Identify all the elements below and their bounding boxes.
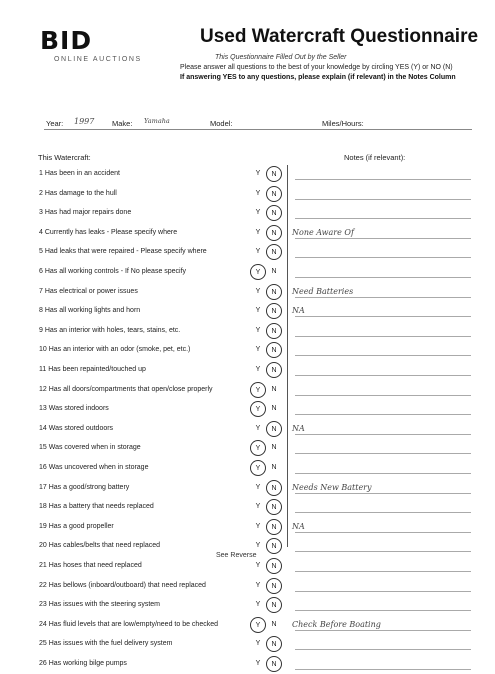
question-row (0, 459, 495, 478)
answer-yes[interactable]: Y (255, 542, 261, 550)
answer-yes[interactable]: Y (250, 460, 266, 476)
answer-no[interactable]: N (266, 205, 282, 221)
answer-no[interactable]: N (266, 323, 282, 339)
question-row (0, 557, 495, 576)
question-text: 22 Has bellows (inboard/outboard) that need replaced (39, 581, 206, 589)
answer-yes[interactable]: Y (255, 660, 261, 667)
question-text: 20 Has cables/belts that need replaced (39, 542, 161, 550)
question-row (0, 322, 495, 341)
page-subtitle: This Questionnaire Filled Out by the Seller (215, 54, 347, 61)
model-label: Model: (210, 119, 233, 128)
miles-label: Miles/Hours: (322, 119, 364, 128)
answer-yes[interactable]: Y (255, 346, 261, 354)
answer-yes[interactable]: Y (255, 189, 261, 197)
notes-line (295, 297, 471, 298)
answer-yes[interactable]: Y (255, 228, 261, 236)
answer-no[interactable]: N (271, 444, 277, 452)
answer-no[interactable]: N (266, 284, 282, 300)
notes-line (295, 277, 471, 278)
answer-yes[interactable]: Y (250, 617, 266, 633)
question-text: 14 Was stored outdoors (39, 424, 114, 432)
answer-no[interactable]: N (266, 558, 282, 574)
question-text: 16 Was uncovered when in storage (39, 464, 149, 471)
question-text: 21 Has hoses that need replaced (39, 562, 142, 569)
question-text: 19 Has a good propeller (39, 522, 114, 530)
note-text[interactable]: Need Batteries (292, 286, 354, 296)
notes-line (295, 218, 471, 219)
question-row (0, 302, 495, 321)
answer-no[interactable]: N (266, 597, 282, 613)
question-row (0, 420, 495, 439)
notes-line (295, 355, 471, 356)
answer-yes[interactable]: Y (255, 287, 261, 295)
instructions-bold: If answering YES to any questions, please explain (if relevant) in the Notes Column (180, 74, 456, 81)
question-row (0, 341, 495, 360)
notes-line (295, 512, 471, 513)
question-text: 24 Has fluid levels that are low/empty/need to be checked (39, 620, 218, 628)
question-text: 9 Has an interior with holes, tears, stains, etc. (39, 326, 181, 334)
notes-line (295, 375, 471, 376)
year-label: Year: (46, 119, 64, 128)
answer-no[interactable]: N (266, 578, 282, 594)
question-row (0, 165, 495, 184)
question-text: 10 Has an interior with an odor (smoke, pet, etc.) (39, 346, 191, 354)
question-text: 7 Has electrical or power issues (39, 287, 138, 295)
question-text: 12 Has all doors/compartments that open/close properly (39, 385, 213, 393)
answer-no[interactable]: N (271, 620, 277, 628)
note-text[interactable]: Needs New Battery (292, 482, 372, 492)
answer-no[interactable]: N (266, 166, 282, 182)
question-row (0, 283, 495, 302)
answer-no[interactable]: N (266, 636, 282, 652)
page-title: Used Watercraft Questionnaire (200, 26, 479, 47)
question-row (0, 439, 495, 458)
question-text: 2 Has damage to the hull (39, 189, 117, 197)
question-row (0, 635, 495, 654)
answer-no[interactable]: N (271, 268, 277, 275)
notes-column-label: Notes (if relevant): (344, 153, 406, 162)
question-text: 13 Was stored indoors (39, 405, 109, 413)
question-row (0, 498, 495, 517)
question-text: 4 Currently has leaks - Please specify where (39, 228, 178, 236)
question-text: 11 Has been repainted/touched up (39, 366, 146, 373)
notes-line (295, 669, 471, 670)
notes-line (295, 434, 471, 435)
year-value[interactable]: 1997 (74, 117, 95, 126)
answer-yes[interactable]: Y (255, 503, 261, 511)
answer-no[interactable]: N (266, 656, 282, 672)
answer-no[interactable]: N (271, 405, 277, 413)
notes-line (295, 316, 471, 317)
notes-line (295, 257, 471, 258)
header-field-line (44, 129, 472, 130)
answer-no[interactable]: N (266, 421, 282, 437)
notes-line (295, 199, 471, 200)
question-text: 6 Has all working controls - If No please specify (39, 268, 187, 275)
notes-line (295, 591, 471, 592)
question-row (0, 204, 495, 223)
question-row (0, 243, 495, 262)
answer-no[interactable]: N (266, 303, 282, 319)
answer-no[interactable]: N (266, 244, 282, 260)
note-text[interactable]: NA (292, 521, 305, 531)
answer-yes[interactable]: Y (255, 248, 261, 256)
answer-no[interactable]: N (266, 480, 282, 496)
answer-yes[interactable]: Y (250, 440, 266, 456)
notes-line (295, 473, 471, 474)
answer-yes[interactable]: Y (250, 401, 266, 417)
logo: BID (40, 26, 93, 55)
question-row (0, 518, 495, 537)
question-row (0, 263, 495, 282)
make-value[interactable]: Yamaha (144, 117, 170, 125)
notes-line (295, 610, 471, 611)
question-row (0, 616, 495, 635)
notes-line (295, 571, 471, 572)
answer-no[interactable]: N (266, 538, 282, 554)
answer-no[interactable]: N (266, 225, 282, 241)
instructions: Please answer all questions to the best of your knowledge by circling YES (Y) or NO (N) (180, 64, 453, 71)
make-label: Make: (112, 119, 133, 128)
question-row (0, 596, 495, 615)
notes-line (295, 551, 471, 552)
answer-no[interactable]: N (271, 385, 277, 393)
notes-line (295, 649, 471, 650)
answer-yes[interactable]: Y (255, 562, 261, 569)
question-text: 25 Has issues with the fuel delivery system (39, 640, 173, 648)
answer-yes[interactable]: Y (255, 581, 261, 589)
notes-line (295, 453, 471, 454)
question-text: 18 Has a battery that needs replaced (39, 503, 154, 511)
question-row (0, 224, 495, 243)
logo-subtitle: ONLINE AUCTIONS (54, 56, 142, 63)
answer-no[interactable]: N (266, 499, 282, 515)
answer-yes[interactable]: Y (255, 326, 261, 334)
question-text: 26 Has working bilge pumps (39, 660, 127, 667)
answer-no[interactable]: N (266, 186, 282, 202)
note-text[interactable]: Check Before Boating (292, 619, 381, 629)
notes-line (295, 493, 471, 494)
question-row (0, 381, 495, 400)
question-text: 23 Has issues with the steering system (39, 601, 160, 609)
question-text: 1 Has been in an accident (39, 170, 120, 177)
question-row (0, 479, 495, 498)
answer-no[interactable]: N (266, 519, 282, 535)
answer-yes[interactable]: Y (255, 522, 261, 530)
notes-line (295, 179, 471, 180)
answer-yes[interactable]: Y (255, 366, 261, 373)
notes-line (295, 238, 471, 239)
question-row (0, 185, 495, 204)
answer-yes[interactable]: Y (255, 424, 261, 432)
answer-no[interactable]: N (266, 342, 282, 358)
notes-line (295, 532, 471, 533)
question-text: 5 Had leaks that were repaired - Please specify where (39, 248, 207, 256)
note-text[interactable]: NA (292, 306, 305, 316)
question-text: 15 Was covered when in storage (39, 444, 141, 452)
note-text[interactable]: NA (292, 423, 305, 433)
answer-yes[interactable]: Y (255, 307, 261, 315)
answer-yes[interactable]: Y (255, 170, 261, 177)
answer-yes[interactable]: Y (250, 264, 266, 280)
question-text: 3 Has had major repairs done (39, 209, 132, 217)
answer-yes[interactable]: Y (255, 483, 261, 491)
answer-yes[interactable]: Y (255, 601, 261, 609)
question-text: 17 Has a good/strong battery (39, 483, 130, 491)
answer-no[interactable]: N (271, 464, 277, 471)
footer-note: See Reverse (216, 552, 257, 559)
notes-line (295, 336, 471, 337)
question-row (0, 655, 495, 674)
note-text[interactable]: None Aware Of (292, 227, 354, 237)
question-row (0, 577, 495, 596)
notes-line (295, 395, 471, 396)
answer-no[interactable]: N (266, 362, 282, 378)
question-row (0, 400, 495, 419)
notes-line (295, 630, 471, 631)
question-text: 8 Has all working lights and horn (39, 307, 141, 315)
answer-yes[interactable]: Y (250, 382, 266, 398)
section-label: This Watercraft: (38, 153, 91, 162)
notes-line (295, 414, 471, 415)
answer-yes[interactable]: Y (255, 640, 261, 648)
question-row (0, 361, 495, 380)
answer-yes[interactable]: Y (255, 209, 261, 217)
